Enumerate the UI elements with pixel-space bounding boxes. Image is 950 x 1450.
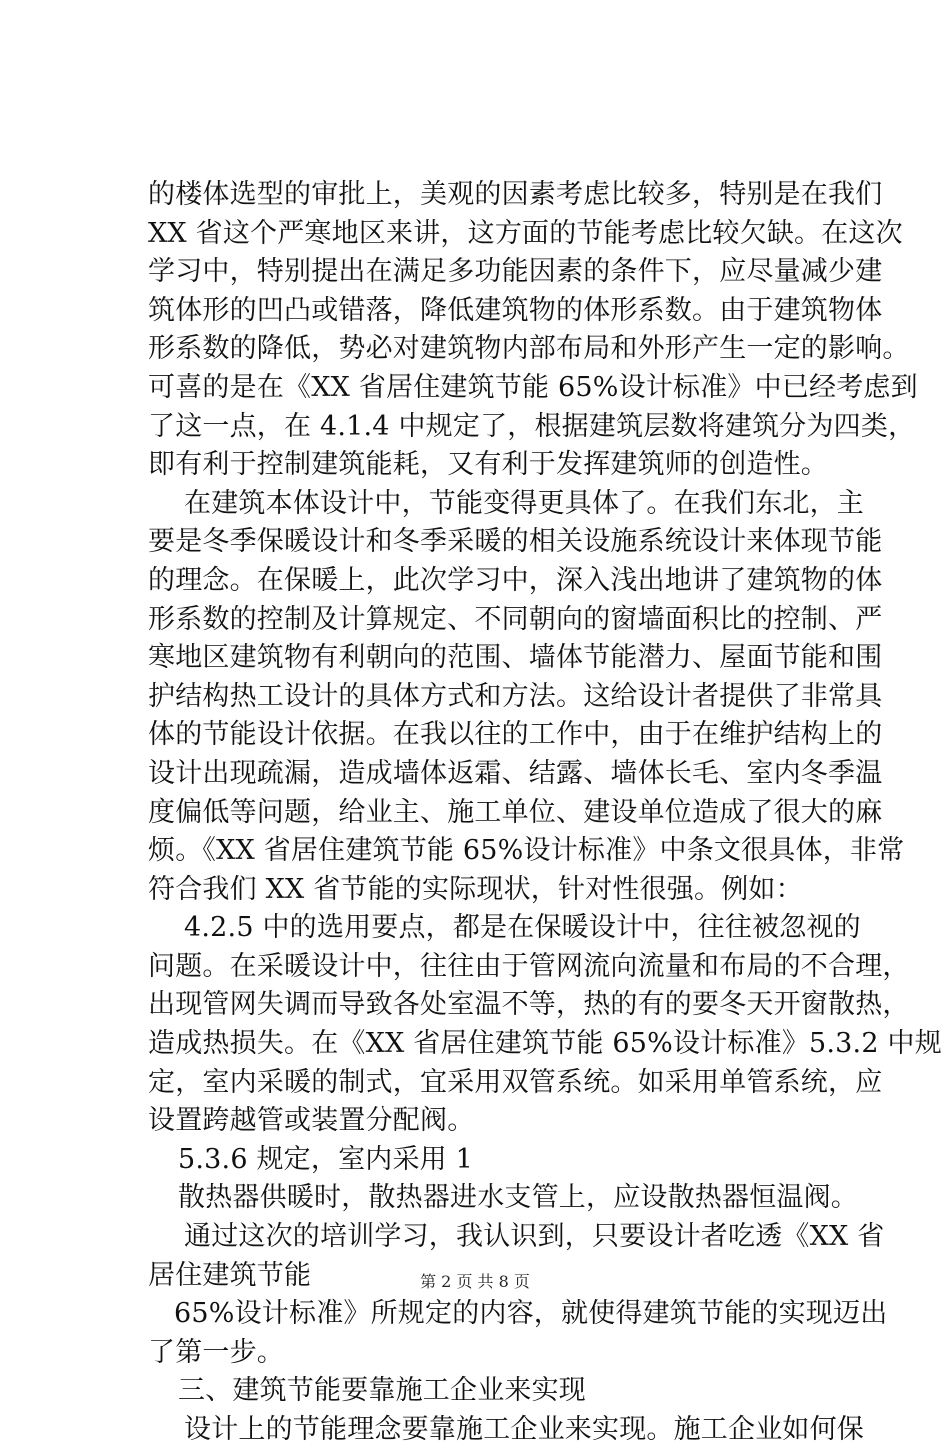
text-line-30: 65%设计标准》所规定的内容，就使得建筑节能的实现迈出 [174, 1298, 888, 1330]
text-line-33: 设计上的节能理念要靠施工企业来实现。施工企业如何保 [184, 1414, 864, 1445]
text-line-31: 了第一步。 [148, 1336, 284, 1368]
text-line-29: 居住建筑节能 [148, 1259, 312, 1291]
text-line-6: 可喜的是在《XX 省居住建筑节能 65%设计标准》中已经考虑到 [148, 371, 918, 403]
text-line-9: 在建筑本体设计中，节能变得更具体了。在我们东北，主 [184, 487, 864, 519]
text-line-18: 烦。《XX 省居住建筑节能 65%设计标准》中条文很具体，非常 [148, 835, 905, 867]
text-line-25: 设置跨越管或装置分配阀。 [148, 1105, 475, 1137]
text-line-24: 定，室内采暖的制式，宜采用双管系统。如采用单管系统，应 [148, 1066, 883, 1098]
text-line-19: 符合我们 XX 省节能的实际现状，针对性很强。例如： [148, 873, 803, 905]
text-line-28: 通过这次的培训学习，我认识到，只要设计者吃透《XX 省 [184, 1221, 885, 1253]
document-body [148, 176, 942, 1450]
text-line-8: 即有利于控制建筑能耗，又有利于发挥建筑师的创造性。 [148, 449, 828, 481]
text-line-5: 形系数的降低，势必对建筑物内部布局和外形产生一定的影响。 [148, 333, 910, 365]
text-line-10: 要是冬季保暖设计和冬季采暖的相关设施系统设计来体现节能 [148, 526, 883, 558]
text-line-22: 出现管网失调而导致各处室温不等，热的有的要冬天开窗散热， [148, 989, 910, 1021]
text-line-2: XX 省这个严寒地区来讲，这方面的节能考虑比较欠缺。在这次 [148, 217, 903, 249]
text-line-21: 问题。在采暖设计中，往往由于管网流向流量和布局的不合理， [148, 950, 910, 982]
text-line-13: 寒地区建筑物有利朝向的范围、墙体节能潜力、屋面节能和围 [148, 642, 883, 674]
page-number-footer: 第 2 页 共 8 页 [420, 1272, 530, 1291]
text-line-1: 的楼体选型的审批上，美观的因素考虑比较多，特别是在我们 [148, 179, 883, 210]
text-line-26: 5.3.6 规定，室内采用 1 [178, 1143, 474, 1175]
text-line-15: 体的节能设计依据。在我以往的工作中，由于在维护结构上的 [148, 719, 883, 751]
text-line-17: 度偏低等问题，给业主、施工单位、建设单位造成了很大的麻 [148, 796, 883, 828]
text-line-3: 学习中，特别提出在满足多功能因素的条件下，应尽量减少建 [148, 256, 883, 288]
text-line-12: 形系数的控制及计算规定、不同朝向的窗墙面积比的控制、严 [148, 603, 883, 635]
text-line-11: 的理念。在保暖上，此次学习中，深入浅出地讲了建筑物的体 [148, 564, 883, 596]
section-heading: 三、建筑节能要靠施工企业来实现 [178, 1375, 586, 1407]
text-line-4: 筑体形的凹凸或错落，降低建筑物的体形系数。由于建筑物体 [148, 294, 883, 326]
text-line-7: 了这一点，在 4.1.4 中规定了，根据建筑层数将建筑分为四类， [148, 410, 916, 442]
text-line-23: 造成热损失。在《XX 省居住建筑节能 65%设计标准》5.3.2 中规 [148, 1028, 942, 1060]
text-line-20: 4.2.5 中的选用要点，都是在保暖设计中，往往被忽视的 [184, 912, 861, 944]
text-line-16: 设计出现疏漏，造成墙体返霜、结露、墙体长毛、室内冬季温 [148, 757, 883, 789]
text-line-27: 散热器供暖时，散热器进水支管上，应设散热器恒温阀。 [178, 1182, 858, 1214]
text-line-14: 护结构热工设计的具体方式和方法。这给设计者提供了非常具 [148, 680, 883, 712]
